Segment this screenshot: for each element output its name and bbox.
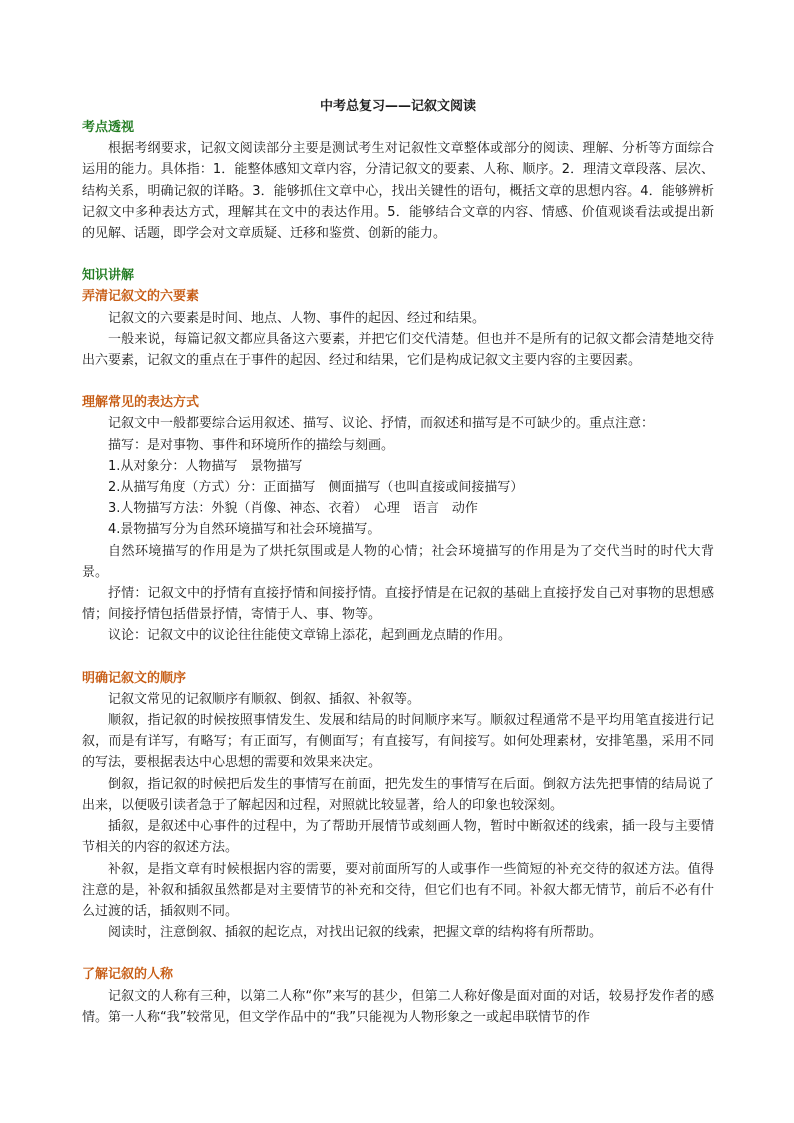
subheading-order: 明确记叙文的顺序 xyxy=(82,670,187,686)
paragraph: 3.人物描写方法：外貌（肖像、神态、衣着） 心理 语言 动作 xyxy=(108,501,478,517)
paragraph: 记叙文中一般都要综合运用叙述、描写、议论、抒情，而叙述和描写是不可缺少的。重点注意： xyxy=(108,416,655,432)
heading-knowledge: 知识讲解 xyxy=(82,268,135,284)
paragraph: 顺叙，指记叙的时候按照事情发生、发展和结局的时间顺序来写。顺叙过程通常不是平均用笔直接进行记叙，而是有详写，有略写；有正面写，有侧面写；有直接写，有间接写。如何处理素材，安排笔墨，采用不同的写法，要根据表达中心思想的需要和效果来决定。 xyxy=(82,713,714,771)
document-title: 中考总复习——记叙文阅读 xyxy=(319,99,476,114)
paragraph: 根据考纲要求，记叙文阅读部分主要是测试考生对记叙性文章整体或部分的阅读、理解、分析等方面综合运用的能力。具体指：1．能整体感知文章内容，分清记叙文的要素、人称、顺序。2．理清文章段落、层次、结构关系，明确记叙的详略。3．能够抓住文章中心，找出关键性的语句，概括文章的思想内容。4．能够辨析记叙文中多种表达方式，理解其在文中的表达作用。5．能够结合文章的内容、情感、价值观谈看法或提出新的见解、话题，即学会对文章质疑、迁移和鉴赏、创新的能力。 xyxy=(82,141,714,242)
paragraph: 抒情：记叙文中的抒情有直接抒情和间接抒情。直接抒情是在记叙的基础上直接抒发自己对事物的思想感情；间接抒情包括借景抒情，寄情于人、事、物等。 xyxy=(82,586,714,623)
document-page xyxy=(82,96,714,1028)
subheading-six-elements: 弄清记叙文的六要素 xyxy=(82,289,200,305)
paragraph: 一般来说，每篇记叙文都应具备这六要素，并把它们交代清楚。但也并不是所有的记叙文都会清楚地交待出六要素，记叙文的重点在于事件的起因、经过和结果，它们是构成记叙文主要内容的主要因素。 xyxy=(82,331,714,369)
paragraph: 插叙，是叙述中心事件的过程中，为了帮助开展情节或刻画人物，暂时中断叙述的线索，插一段与主要情节相关的内容的叙述方法。 xyxy=(82,819,714,856)
paragraph: 自然环境描写的作用是为了烘托氛围或是人物的心情；社会环境描写的作用是为了交代当时的时代大背景。 xyxy=(82,543,714,580)
paragraph: 记叙文的六要素是时间、地点、人物、事件的起因、经过和结果。 xyxy=(108,310,486,326)
paragraph: 补叙，是指文章有时候根据内容的需要，要对前面所写的人或事作一些简短的补充交待的叙述方法。值得注意的是，补叙和插叙虽然都是对主要情节的补充和交待，但它们也有不同。补叙大都无情节，前后不必有什么过渡的话，插叙则不同。 xyxy=(82,861,714,919)
paragraph: 记叙文的人称有三种，以第二人称“你”来写的甚少，但第二人称好像是面对面的对话，较易抒发作者的感情。第一人称“我”较常见，但文学作品中的“我”只能视为人物形象之一或起串联情节的作 xyxy=(82,988,714,1025)
paragraph: 倒叙，指记叙的时候把后发生的事情写在前面，把先发生的事情写在后面。倒叙方法先把事情的结局说了出来，以便吸引读者急于了解起因和过程，对照就比较显著，给人的印象也较深刻。 xyxy=(82,776,714,813)
paragraph: 记叙文常见的记叙顺序有顺叙、倒叙、插叙、补叙等。 xyxy=(108,691,421,707)
paragraph: 描写：是对事物、事件和环境所作的描绘与刻画。 xyxy=(108,437,395,453)
paragraph: 4.景物描写分为自然环境描写和社会环境描写。 xyxy=(108,522,381,538)
paragraph: 1.从对象分：人物描写 景物描写 xyxy=(108,458,303,474)
subheading-person: 了解记叙的人称 xyxy=(82,967,174,983)
paragraph: 2.从描写角度（方式）分：正面描写 侧面描写（也叫直接或间接描写） xyxy=(108,480,524,496)
heading-exam-points: 考点透视 xyxy=(82,120,135,135)
paragraph: 阅读时，注意倒叙、插叙的起讫点，对找出记叙的线索，把握文章的结构将有所帮助。 xyxy=(108,925,603,941)
paragraph: 议论：记叙文中的议论往往能使文章锦上添花，起到画龙点睛的作用。 xyxy=(108,628,512,644)
subheading-expression: 理解常见的表达方式 xyxy=(82,395,200,411)
